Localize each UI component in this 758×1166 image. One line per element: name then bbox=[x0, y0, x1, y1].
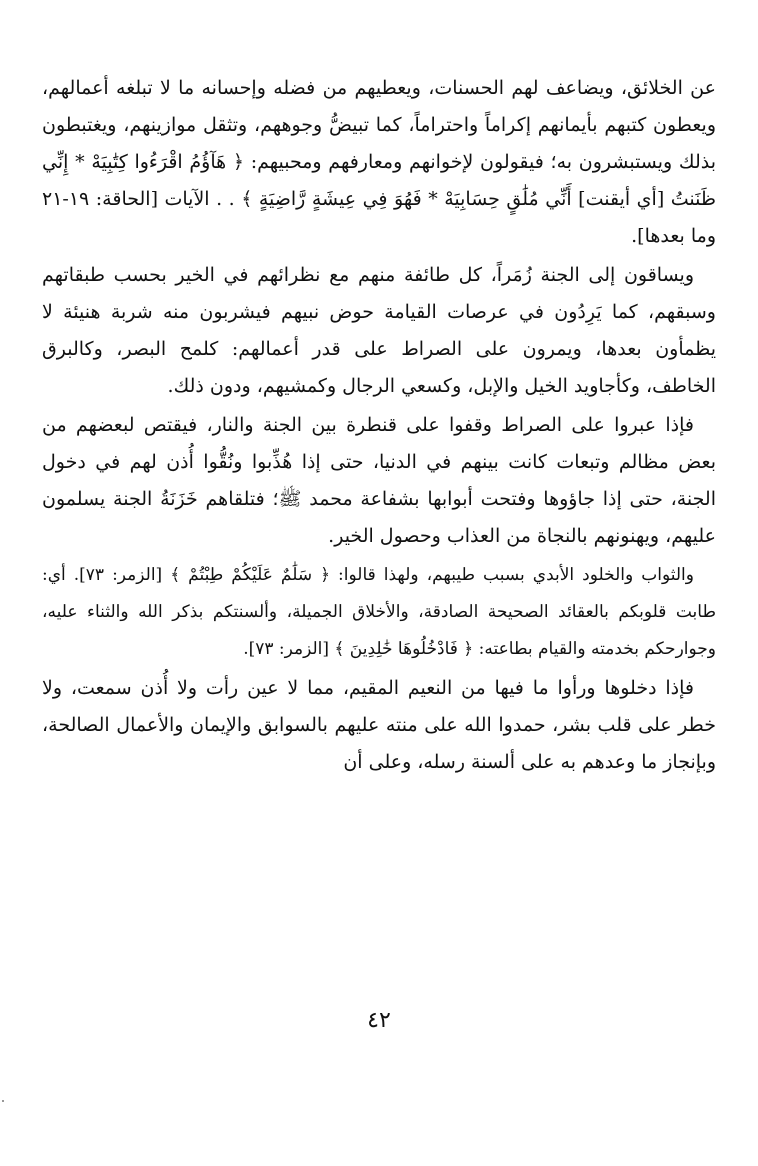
body-text bbox=[42, 70, 716, 781]
paragraph-1: عن الخلائق، ويضاعف لهم الحسنات، ويعطيهم من فضله وإحسانه ما لا تبلغه أعمالهم، ويعطون كتبهم بأيمانهم إكراماً واحتراماً، كما تبيضُّ وجوههم، وتثقل موازينهم، ويغتبطون بذلك ويستبشرون به؛ فيقولون لإخوانهم ومعارفهم ومحبيهم: ﴿ هَآؤُمُ اقْرَءُوا كِتَٰبِيَهْ * إِنِّي ظَنَنتُ [أي أيقنت] أَنِّي مُلَٰقٍ حِسَابِيَهْ * فَهُوَ فِي عِيشَةٍ رَّاضِيَةٍ ﴾ . . الآيات [الحاقة: ١٩-٢١ وما بعدها]. bbox=[42, 77, 716, 247]
paragraph-2: ويساقون إلى الجنة زُمَراً، كل طائفة منهم مع نظرائهم في الخير بحسب طبقاتهم وسبقهم، كما يَرِدُون في عرصات القيامة حوض نبيهم فيشربون منه شربة هنيئة لا يظمأون بعدها، ويمرون على الصراط على قدر أعمالهم: كلمح البصر، وكالبرق الخاطف، وكأجاويد الخيل والإبل، وكسعي الرجال وكمشيهم، ودون ذلك. bbox=[42, 264, 716, 397]
paragraph-3: فإذا عبروا على الصراط وقفوا على قنطرة بين الجنة والنار، فيقتص لبعضهم من بعض مظالم وتبعات كانت بينهم في الدنيا، حتى إذا هُذِّبوا ونُقُّوا أُذن لهم في دخول الجنة، حتى إذا جاؤوها وفتحت أبوابها بشفاعة محمد ﷺ؛ فتلقاهم خَزَنَةُ الجنة يسلمون عليهم، ويهنونهم بالنجاة من العذاب وحصول الخير. bbox=[42, 414, 716, 547]
paragraph-4: والثواب والخلود الأبدي بسبب طيبهم، ولهذا قالوا: ﴿ سَلَٰمٌ عَلَيْكُمْ طِبْتُمْ ﴾ [الزمر: ٧٣]. أي: طابت قلوبكم بالعقائد الصحيحة الصادقة، والأخلاق الجميلة، وألسنتكم بذكر الله والثناء عليه، وجوارحكم بخدمته والقيام بطاعته: ﴿ فَادْخُلُوهَا خَٰلِدِينَ ﴾ [الزمر: ٧٣]. bbox=[42, 565, 716, 659]
page-number: ٤٢ bbox=[367, 1008, 391, 1033]
paragraph-5: فإذا دخلوها ورأوا ما فيها من النعيم المقيم، مما لا عين رأت ولا أُذن سمعت، ولا خطر على قلب بشر، حمدوا الله على منته عليهم بالسوابق والإيمان والأعمال الصالحة، وبإنجاز ما وعدهم به على ألسنة رسله، وعلى أن bbox=[42, 677, 716, 773]
scan-speck bbox=[2, 1100, 4, 1102]
